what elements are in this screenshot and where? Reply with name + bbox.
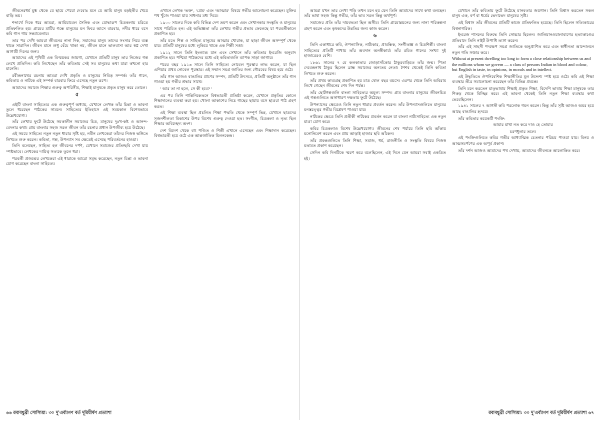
section-heading: ৬ [373,33,377,39]
left-column-1 [6,8,148,406]
paragraph: এর পর তিনি শান্তিনিকেতনে বিশ্বভারতী প্রতিষ্ঠা করেন, যেখানে প্রকৃতির কোলে শিক্ষাদানের ব্যবস্থা করা হয়। খোলা আকাশের নিচে গাছের ছায়ায় বসে ছাত্ররা পাঠ গ্রহণ করত। [154,92,296,109]
paragraph: এইটি বাংলা সাহিত্যের এক গুরুত্বপূর্ণ অধ্যায়, যেখানে লেখক তাঁর চিন্তা ও ভাবনা তুলে ধরেছেন পাঠকের সামনে। সাহিত্যের ইতিহাসে এই সময়কাল বিশেষভাবে উল্লেখযোগ্য। [6,101,148,118]
paragraph: পরবর্তী প্রজন্মের লেখকেরা এই ধারাকে আরো সমৃদ্ধ করেছেন, নতুন চিন্তা ও ভাবনা যোগ করেছেন বাংলা সাহিত্যে। [6,155,148,167]
paragraph: তাঁর প্রথম কাব্যগ্রন্থ প্রকাশিত হয় মাত্র ষোল বছর বয়সে। এরপর থেকে তিনি অবিরাম লিখে গেছেন জীবনের শেষ দিন পর্যন্ত। [304,77,446,88]
paragraph: ' আর তা না হলে, সে কী হবে? ' [160,86,213,92]
paragraph: তিনি মনে করতেন মাতৃভাষায় শিক্ষাই প্রকৃত শিক্ষা, বিদেশি ভাষায় শিক্ষা মানুষকে তার শিকড় থেকে বিচ্ছিন্ন করে। এই ভাবনা থেকেই তিনি নতুন শিক্ষা ব্যবস্থার কথা ভেবেছিলেন। [452,85,594,102]
paragraph: এই শিক্ষা ব্যবস্থা ছিল প্রচলিত শিক্ষা পদ্ধতি থেকে সম্পূর্ণ ভিন্ন, যেখানে ছাত্রদের সৃজনশীলতা বিকাশের উপর বিশেষ গুরুত্ব দেওয়া হত। সংগীত, চিত্রকলা ও নৃত্য ছিল শিক্ষার অবিচ্ছেদ্য অংশ। [154,110,296,127]
paragraph: এই উদ্ধৃতিতে ঔপনিবেশিক শিক্ষানীতির মূল উদ্দেশ্য স্পষ্ট হয়ে ওঠে। কবি এই শিক্ষা ব্যবস্থার তীব্র সমালোচনা করেছেন তাঁর বিভিন্ন প্রবন্ধে। [452,73,594,85]
page-gutter [299,4,300,420]
paragraph: তাঁর প্রবন্ধগুলিতে তিনি শিক্ষা, সমাজ, ধর্ম, রাজনীতি ও সংস্কৃতি বিষয়ে নিজস্ব মতামত প্রকাশ করেছেন। [304,138,446,149]
right-columns [304,8,594,406]
paragraph: তাঁর গান আজও বাঙালির প্রাণের সম্পদ, প্রতিটি উৎসবে, প্রতিটি অনুষ্ঠানে তাঁর গান গাওয়া হয় গভীর শ্রদ্ধার সাথে। [154,73,296,85]
paragraph: পরের বছর ১৯১৩ সালে তিনি সাহিত্যে নোবেল পুরস্কার লাভ করেন, যা ছিল এশিয়ার প্রথম নোবেল পুরস্কার। এই সম্মান সমগ্র জাতির জন্য গৌরবের বিষয় হয়ে ওঠে। [154,61,296,73]
paragraph: তাঁর কবিতার কয়েকটি পংক্তি: [458,115,506,121]
paragraph: তাঁর লেখায় ফুটে উঠেছে সমকালীন সমাজের চিত্র, মানুষের দুঃখ-কষ্ট ও আনন্দ-বেদনার কথা। গ্রাম বাংলার সহজ সরল জীবন তাঁর রচনার প্রধান উপজীব্য হয়ে উঠেছে। [6,119,148,130]
left-footer-text: ৬৬ রবাবধুব্রী সোস্যিয়া: ৩০ দু'এর্ব্যাগণ বর্ত দূরিয়ীর্ষণ প্রত্যাশা [6,411,112,417]
paragraph: ১৮৬১ সালের ৭ মে কলকাতার জোড়াসাঁকোর ঠাকুরবাড়িতে তাঁর জন্ম। পিতা দেবেন্দ্রনাথ ঠাকুর ছিলেন ব্রাহ্ম সমাজের অন্যতম নেতা। শৈশব থেকেই তিনি কবিতা লিখতে শুরু করেন। [304,60,446,76]
verse-line: আমার মাথা নত করে দাও হে তোমার [493,122,553,128]
right-footer [304,410,594,418]
paragraph: উপন্যাসের ক্ষেত্রেও তিনি নতুন ধারার প্রবর্তন করেন। তাঁর উপন্যাসগুলিতে মানুষের মনস্তত্ত্বের গভীর বিশ্লেষণ পাওয়া যায়। [304,101,446,113]
paragraph: রবীন্দ্রনাথের রচনায় আমরা দেখি প্রকৃতি ও মানুষের নিবিড় সম্পর্ক। তাঁর গানে, কবিতায় ও নাটকে এই সম্পর্ক বারবার ফিরে এসেছে নতুন রূপে। [6,72,148,84]
paragraph: এখানে লেখক 'ভক্ত', 'প্রেম' এবং 'আত্মার' বিষয়ে গভীর আলোচনা করেছেন। মুক্তির পথ খুঁজে পাওয়া যায় সাধনার মধ্য দিয়ে। [154,8,296,19]
left-page [6,8,296,420]
paragraph: তাঁর ছোটগল্পগুলি বাংলা সাহিত্যের অমূল্য সম্পদ। গ্রাম বাংলার মানুষের জীবনচিত্র এই গল্পগুলিতে অসাধারণ দক্ষতায় ফুটে উঠেছে। [304,89,446,101]
paragraph: নাটকের ক্ষেত্রে তিনি প্রতীকী নাটকের প্রবর্তন করেন যা বাংলা নাট্যসাহিত্যে এক নতুন মাত্রা যোগ করে। [304,113,446,125]
paragraph: যেখানে তাঁর কবিতায় ফুটে উঠেছে মানবতার জয়গান। তিনি বিশ্বাস করতেন সকল মানুষ এক, বর্ণ বা ধর্মের ভেদাভেদ মানুষের সৃষ্টি। [452,8,594,19]
paragraph: তাঁর দর্শন আজও আমাদের পথ দেখায়, আমাদের জীবনকে আলোকিত করে। [458,147,581,153]
paragraph: আমাদের সমাজে শিক্ষার গুরুত্ব অপরিসীম, শিক্ষাই মানুষকে প্রকৃত মানুষ করে তোলে। [12,84,147,90]
right-page [304,8,594,420]
left-footer [6,410,296,418]
paragraph: ইংরেজ শাসনের বিরুদ্ধে তিনি সোচ্চার ছিলেন। জালিয়ানওয়ালাবাগের হত্যাকাণ্ডের প্রতিবাদে তিনি নাইট উপাধি ত্যাগ করেন। [452,32,594,43]
paragraph: এই পংক্তিগুলিতে কবির গভীর আধ্যাত্মিক চেতনার পরিচয় পাওয়া যায়। বিনয় ও আত্মসমর্পণের এক অপূর্ব প্রকাশ। [452,135,594,146]
paragraph: ১৯০০ সালের দিকে কবি বিভিন্ন দেশ ভ্রমণ করেন এবং সেখানকার সংস্কৃতি ও মানুষের সাথে পরিচিত হন। এই অভিজ্ঞতা তাঁর লেখায় গভীর প্রভাব ফেলেছে যা পরবর্তীকালে প্রকাশিত হয়। [154,20,296,36]
paragraph: কবির চিত্রকলাও বিশেষ উল্লেখযোগ্য। জীবনের শেষ পর্যায়ে তিনি ছবি আঁকায় মনোনিবেশ করেন এবং প্রায় আড়াই হাজার ছবি আঁকেন। [304,125,446,137]
paragraph: তিনি বলেছেন, সাহিত্য হল জীবনের দর্পণ, যেখানে সমাজের প্রতিচ্ছবি দেখা যায় স্পষ্টভাবে। লেখকের দায়িত্ব সত্যকে তুলে ধরা। [6,143,148,154]
english-quote: Without at present dwelling too long to form a close relationship between us and the millions whom we govern — a class of persons Indian in blood and colour, but English in taste, in opinions, in morals and in intellect. [452,56,591,73]
paragraph: ১৯১২ সালে তিনি ইংল্যান্ড যান এবং সেখানে তাঁর কবিতার ইংরেজি অনুবাদ প্রকাশিত হয়। পশ্চিমা পাঠকদের মধ্যে এই কবিতাগুলি ব্যাপক সাড়া জাগায়। [154,49,296,61]
right-column-1 [304,8,446,406]
paragraph: সমাজের প্রতি তাঁর দায়বদ্ধতা ছিল অসীম। তিনি গ্রামোন্নয়নের জন্য নানা পরিকল্পনা গ্রহণ করেন এবং কৃষকদের উন্নতির জন্য কাজ করেন। [304,20,446,31]
verse-line: চরণধুলার তলে। [509,128,537,134]
paragraph: আমাদের এই পৃথিবী এক বিস্ময়কর জায়গা, যেখানে প্রতিটি মানুষ তার নিজের গল্প লেখে প্রতিদিন। কবি লিখেছেন তাঁর কবিতায় সেই সব মানুষের কথা যারা কখনো হার মানেনি। [6,55,148,72]
paragraph: সেদিন কবি দিনটিকে স্মরণ করে বলেছিলেন, এই দিনে যেন আমরা সবাই একত্রিত হই। [304,150,446,161]
paragraph: আমরা যখন তার লেখা পড়ি তখন মনে হয় যেন তিনি আমাদের সাথে কথা বলছেন। তাঁর ভাষা সহজ কিন্তু গভীর, তাঁর ভাব সরল কিন্তু অর্থপূর্ণ। [304,8,446,19]
right-column-2 [452,8,594,406]
paragraph: তিনি একাধারে কবি, ঔপন্যাসিক, নাট্যকার, প্রাবন্ধিক, সংগীতজ্ঞ ও চিত্রশিল্পী। বাংলা সাহিত্যের প্রতিটি শাখায় তাঁর অবদান অনস্বীকার্য। তাঁর রচিত গানের সংখ্যা দুই হাজারেরও বেশি। [304,42,446,59]
paragraph: জীবনেরধর্ম মুগ্ধ থেকে যে ছায়ে পেয়ো দেবোঃ মনে যে আমি মানুষ বড়ইতীর খেয়ে বাড়ি ভয়। [6,8,148,19]
paragraph: তার পর দেখি আমরা জীবনের নানা দিক, সমাজের মানুষ তাদের সংসার নিয়ে ব্যস্ত থাকে সারাদিন। জীবন মানে শুধু বেঁচে থাকা নয়, জীবন মানে ভালবাসা আর স্বপ্ন দেখা আগামী দিনের জন্য। [6,37,148,54]
paragraph: দেশ বিদেশ থেকে বহু পণ্ডিত ও শিল্পী এখানে এসেছেন এবং শিক্ষাদান করেছেন। বিশ্বভারতী হয়ে ওঠে এক আন্তর্জাতিক মিলনকেন্দ্র। [154,127,296,139]
left-column-2 [154,8,296,406]
section-heading: ৫ [75,92,79,99]
paragraph: এই সময়ে সাহিত্যে নতুন নতুন ধারার সৃষ্টি হয়, নবীন লেখকেরা তাঁদের নিজস্ব ভঙ্গিতে লিখতে শুরু করেন। কবিতা, গল্প, উপন্যাস সব ক্ষেত্রেই এসেছে পরিবর্তনের হাওয়া। [6,131,148,142]
paragraph: শব্দার্থে দিকে ধরে আমরা, আমিয়াবেল সৈনিক এবং যোদ্ধারূপ চিত্রকলায় চরিত্রে প্রতিফলিত হয়। গ্রামের মাটির গন্ধে মানুষের মন ফিরে আসে বারবার, নদীর ধারে বসে কবি গান গায় সন্ধ্যাবেলায়। [6,20,148,36]
paragraph: তাঁর এই সাহসী পদক্ষেপ সমগ্র জাতিকে অনুপ্রাণিত করে এবং স্বাধীনতা আন্দোলনে নতুন গতি সঞ্চার করে। [452,44,594,55]
left-columns [6,8,296,406]
paragraph: এই বিশ্বাস তাঁর জীবনের প্রতিটি কাজে প্রতিফলিত হয়েছে। তিনি ছিলেন সত্যিকারের বিশ্বনাগরিক। [452,20,594,31]
paragraph: তাঁর মতে শিল্প ও সাহিত্য মানুষের আত্মার খোরাক, যা ছাড়া জীবন অসম্পূর্ণ থেকে যায়। প্রতিটি মানুষের মধ্যে লুকিয়ে থাকে এক শিল্পী সত্তা। [154,37,296,49]
paragraph: ১৯৪১ সালের ৭ আগস্ট কবি পরলোক গমন করেন। কিন্তু তাঁর সৃষ্টি আজও অমর হয়ে আছে বাঙালির হৃদয়ে। [452,103,594,114]
right-footer-text: রবাবধুব্রী সোস্যিয়া: ৩০ দু'এর্ব্যাগণ বর্ত দূরিয়ীর্ষণ প্রত্যাশা ৬৭ [488,411,594,417]
